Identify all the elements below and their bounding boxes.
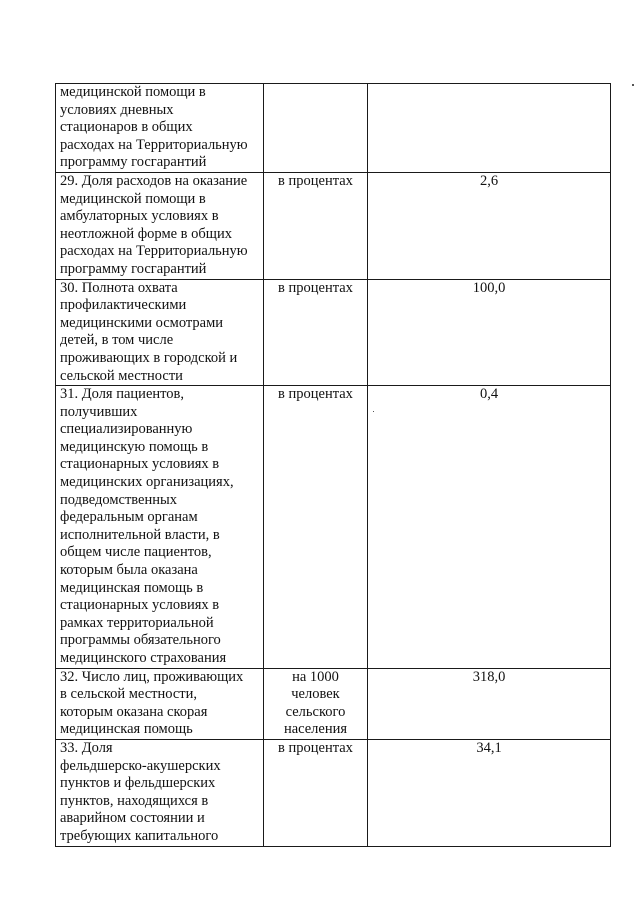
indicator-name-cell: 33. Доля фельдшерско-акушерских пунктов и фельдшерских пунктов, находящихся в аварийном состоянии и требующих капитального	[56, 739, 264, 846]
table-row	[56, 172, 611, 279]
value-cell	[368, 84, 611, 173]
indicator-name-cell: 29. Доля расходов на оказание медицинской помощи в амбулаторных условиях в неотложной форме в общих расходах на Территориальную программу госгарантий	[56, 172, 264, 279]
unit-cell: на 1000 человек сельского населения	[264, 668, 368, 739]
unit-cell: в процентах	[264, 386, 368, 669]
table-row	[56, 668, 611, 739]
value-cell: 318,0	[368, 668, 611, 739]
value-cell: 100,0	[368, 279, 611, 386]
scan-speck	[632, 84, 634, 86]
unit-cell: в процентах	[264, 739, 368, 846]
unit-cell: в процентах	[264, 279, 368, 386]
indicator-name-cell: медицинской помощи в условиях дневных стационаров в общих расходах на Территориальную программу госгарантий	[56, 84, 264, 173]
table-row	[56, 739, 611, 846]
table-row	[56, 386, 611, 669]
indicator-name-cell: 31. Доля пациентов, получивших специализированную медицинскую помощь в стационарных условиях в медицинских организациях, подведомственных федеральным органам исполнительной власти, в общем числе пациентов, которым была оказана медицинская помощь в стационарных условиях в рамках территориальной программы обязательного медицинского страхования	[56, 386, 264, 669]
value-cell: 2,6	[368, 172, 611, 279]
value-cell: 0,4	[368, 386, 611, 669]
scan-speck	[373, 411, 374, 412]
table-row	[56, 84, 611, 173]
unit-cell: в процентах	[264, 172, 368, 279]
indicators-table	[55, 83, 611, 847]
indicator-name-cell: 32. Число лиц, проживающих в сельской местности, которым оказана скорая медицинская помощь	[56, 668, 264, 739]
value-cell: 34,1	[368, 739, 611, 846]
table-row	[56, 279, 611, 386]
unit-cell	[264, 84, 368, 173]
indicator-name-cell: 30. Полнота охвата профилактическими медицинскими осмотрами детей, в том числе проживающих в городской и сельской местности	[56, 279, 264, 386]
